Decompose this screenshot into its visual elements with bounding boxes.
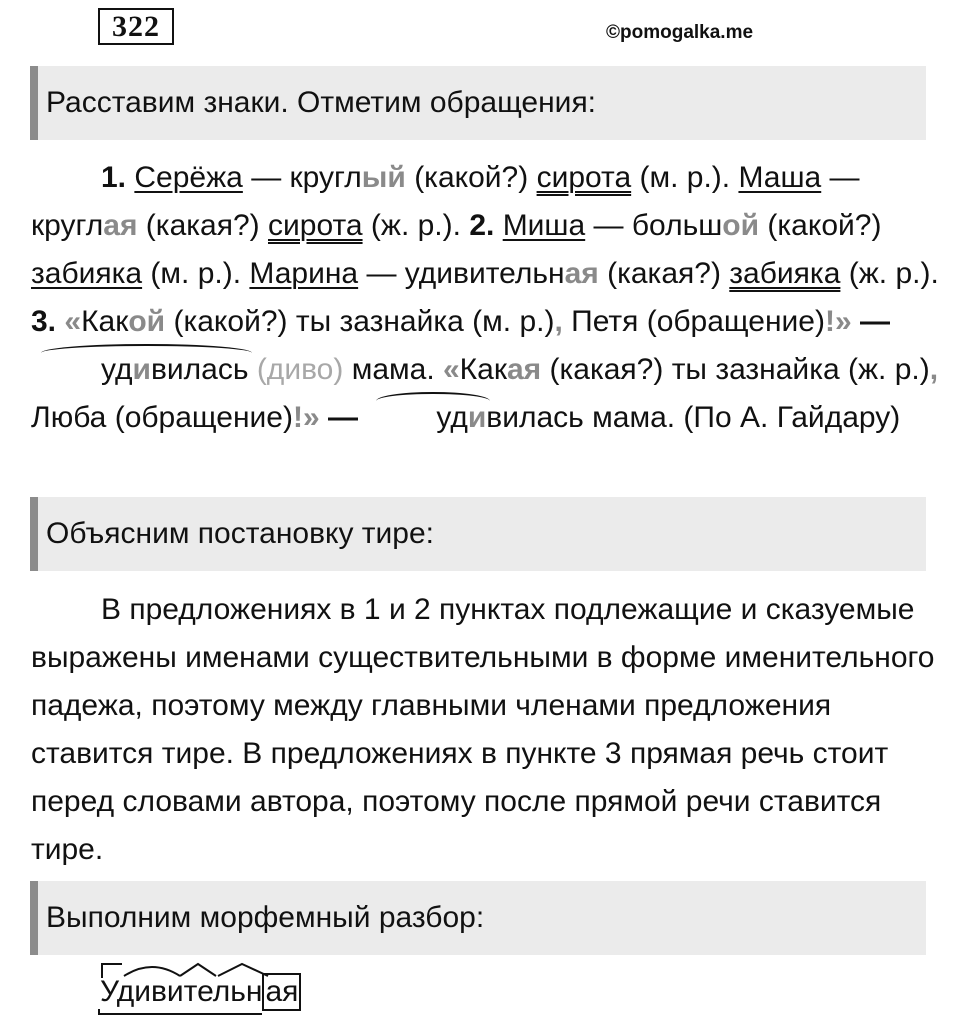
dash-mark: — (319, 401, 367, 434)
predicate-word: сирота (536, 161, 632, 194)
ending: ая (506, 353, 542, 386)
exercise-number: 322 (98, 8, 174, 45)
subject-word: Серёжа (134, 161, 243, 194)
word-ending: ая (262, 973, 301, 1011)
word-stem: Удивительн (100, 972, 262, 1015)
section-heading-dash: Объясним постановку тире: (30, 497, 926, 571)
root-arc-word (31, 346, 248, 394)
text-run: вилась мама. (По А. Гайдару) (486, 401, 901, 434)
ending: ая (103, 209, 138, 242)
quote-mark: « (442, 353, 460, 386)
comma-mark: , (929, 353, 939, 386)
text-run: Петя (обращение) (562, 305, 825, 338)
exclamation-quote: !» (292, 401, 320, 434)
exercise-text (31, 154, 941, 442)
morpheme-word (100, 972, 301, 1015)
text-run: (какая?) ты зазнайка (ж. р.) (541, 353, 930, 386)
explanation-text (31, 586, 941, 874)
text-run: уд (101, 353, 133, 386)
dash-mark: — (851, 305, 890, 338)
comma-mark: , (554, 305, 563, 338)
text-run: — кругл (242, 161, 362, 194)
item-number: 3. (31, 305, 57, 338)
section-heading-punctuation: Расставим знаки. Отметим обращения: (30, 66, 926, 140)
text-run: уд (436, 401, 468, 434)
text-run: (ж. р.). (840, 257, 939, 290)
text-run: (какая?) (598, 257, 730, 290)
text-run (494, 209, 502, 242)
text-run: мама. (343, 353, 443, 386)
quote-mark: « (56, 305, 82, 338)
exclamation-quote: !» (824, 305, 852, 338)
text-run: Как (81, 305, 129, 338)
checked-vowel: и (132, 353, 151, 386)
section-heading-morpheme: Выполним морфемный разбор: (30, 881, 926, 955)
checked-vowel: и (467, 401, 487, 434)
root-arc-word (366, 394, 486, 442)
subject-word: Маша (738, 161, 822, 194)
ending: ой (128, 305, 166, 338)
text-run: (какая?) (137, 209, 268, 242)
subject-word: Марина (249, 257, 359, 290)
check-word: (диво) (248, 353, 344, 386)
item-number: 2. (469, 209, 495, 242)
ending: ый (361, 161, 406, 194)
text-run: — кругл (31, 161, 860, 242)
text-run: (м. р.). (142, 257, 250, 290)
text-run: Люба (обращение) (31, 401, 293, 434)
text-run: (какой?) (759, 209, 882, 242)
site-watermark: ©pomogalka.me (606, 22, 754, 43)
ending: ая (564, 257, 599, 290)
text-run: (м. р.). (631, 161, 739, 194)
text-run: (какой?) (405, 161, 537, 194)
text-run: (ж. р.). (362, 209, 470, 242)
subject-word: забияка (31, 257, 143, 290)
subject-word: Миша (502, 209, 586, 242)
predicate-word: забияка (729, 257, 841, 290)
explanation-paragraph: В предложениях в 1 и 2 пунктах подлежащие и сказуемые выражены именами существительными в форме именительного падежа, поэтому между главными членами предложения ставится тире. В предложениях в пункте 3 прямая речь стоит перед словами автора, поэтому после прямой речи ставится тире. (31, 593, 935, 866)
text-run: Как (459, 353, 507, 386)
text-run: — удивительн (358, 257, 565, 290)
ending: ой (722, 209, 760, 242)
text-run: — больш (585, 209, 723, 242)
text-run: вилась (150, 353, 249, 386)
predicate-word: сирота (268, 209, 363, 242)
item-number: 1. (101, 161, 127, 194)
text-run: (какой?) ты зазнайка (м. р.) (165, 305, 555, 338)
